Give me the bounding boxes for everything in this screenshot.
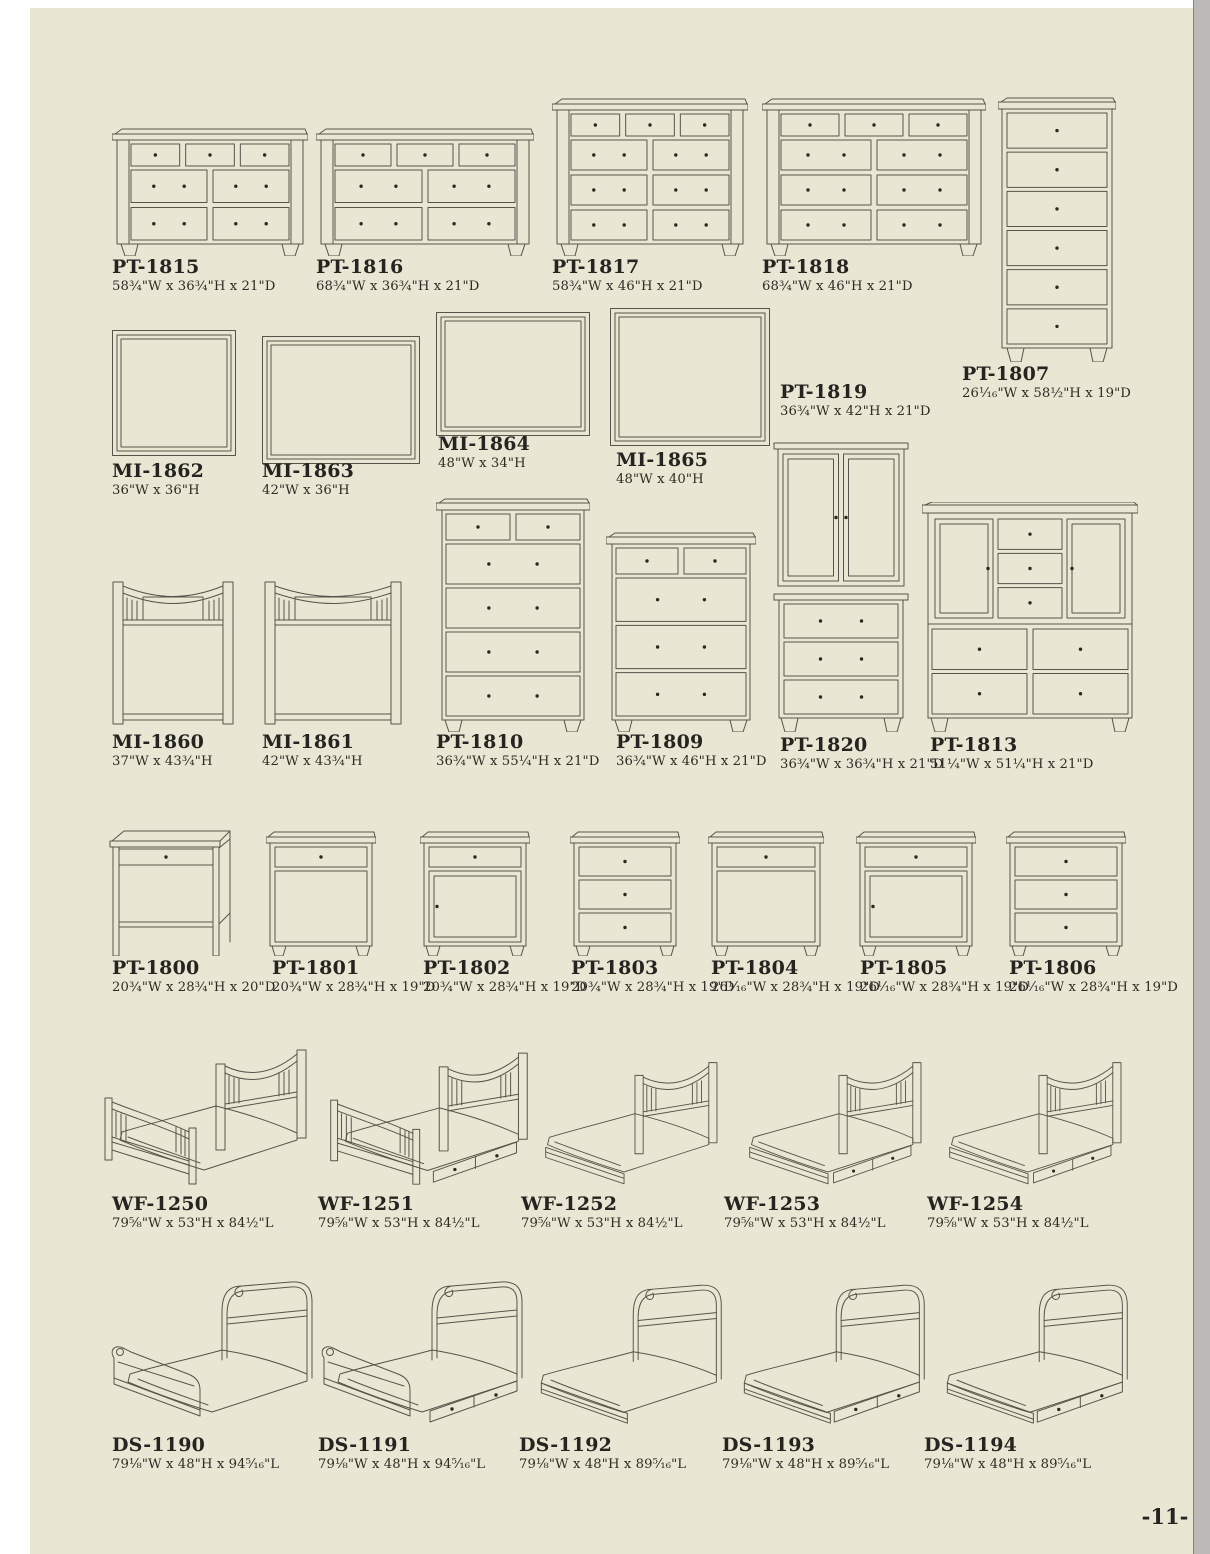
product-model: PT-1807 — [962, 363, 1050, 385]
furniture-drawing-pt-1820 — [772, 440, 910, 732]
product-label-wf-1251 — [318, 1193, 480, 1231]
product-model: WF-1254 — [927, 1193, 1024, 1215]
product-label-mi-1864 — [438, 433, 530, 471]
product-model: MI-1863 — [262, 460, 355, 482]
product-model: WF-1253 — [724, 1193, 821, 1215]
product-model: PT-1809 — [616, 731, 704, 753]
product-model: PT-1802 — [423, 957, 511, 979]
product-label-pt-1820 — [780, 734, 943, 772]
product-label-pt-1813 — [930, 734, 1093, 772]
furniture-drawing-pt-1810 — [436, 498, 590, 732]
furniture-drawing-pt-1805 — [856, 830, 976, 956]
product-model: DS-1193 — [722, 1434, 816, 1456]
product-dims: 20¾"W x 28¾"H x 19"D — [423, 980, 587, 995]
product-dims: 68¾"W x 46"H x 21"D — [762, 279, 913, 294]
product-label-pt-1817 — [552, 256, 703, 294]
product-dims: 36"W x 36"H — [112, 483, 200, 498]
furniture-drawing-pt-1804 — [708, 830, 824, 956]
furniture-drawing-ds-1192 — [512, 1278, 732, 1430]
product-dims: 68¾"W x 36¾"H x 21"D — [316, 279, 480, 294]
product-model: PT-1803 — [571, 957, 659, 979]
product-label-ds-1192 — [519, 1434, 686, 1472]
product-label-pt-1800 — [112, 957, 275, 995]
product-dims: 58¾"W x 46"H x 21"D — [552, 279, 703, 294]
product-dims: 37"W x 43¾"H — [112, 754, 213, 769]
product-model: PT-1804 — [711, 957, 799, 979]
product-label-pt-1809 — [616, 731, 767, 769]
furniture-drawing-ds-1193 — [715, 1278, 935, 1430]
furniture-drawing-pt-1800 — [108, 826, 232, 956]
product-dims: 48"W x 34"H — [438, 456, 526, 471]
product-dims: 79⅛"W x 48"H x 94⁵⁄₁₆"L — [112, 1457, 280, 1472]
product-dims: 20¾"W x 28¾"H x 20"D — [112, 980, 276, 995]
product-dims: 42"W x 43¾"H — [262, 754, 363, 769]
product-model: PT-1817 — [552, 256, 640, 278]
catalog-page — [30, 8, 1194, 1554]
furniture-drawing-pt-1803 — [570, 830, 680, 956]
furniture-drawing-pt-1817 — [552, 96, 748, 256]
product-model: WF-1252 — [521, 1193, 618, 1215]
product-dims: 36¾"W x 46"H x 21"D — [616, 754, 767, 769]
product-dims: 26¹⁄₁₆"W x 58½"H x 19"D — [962, 386, 1131, 401]
product-model: PT-1815 — [112, 256, 200, 278]
product-model: PT-1800 — [112, 957, 200, 979]
product-label-ds-1191 — [318, 1434, 485, 1472]
product-label-pt-1818 — [762, 256, 913, 294]
product-dims: 79⅝"W x 53"H x 84½"L — [927, 1216, 1089, 1231]
furniture-drawing-pt-1816 — [316, 126, 534, 256]
product-dims: 79⅝"W x 53"H x 84½"L — [112, 1216, 274, 1231]
product-label-pt-1803 — [571, 957, 734, 995]
product-dims: 79⅝"W x 53"H x 84½"L — [318, 1216, 480, 1231]
product-label-pt-1801 — [272, 957, 435, 995]
product-label-pt-1806 — [1009, 957, 1178, 995]
product-dims: 79⅝"W x 53"H x 84½"L — [724, 1216, 886, 1231]
product-dims: 36¾"W x 36¾"H x 21"D — [780, 757, 944, 772]
furniture-drawing-ds-1191 — [308, 1278, 533, 1430]
furniture-drawing-pt-1801 — [266, 830, 376, 956]
product-model: PT-1806 — [1009, 957, 1097, 979]
furniture-drawing-mi-1863 — [262, 336, 420, 464]
furniture-drawing-mi-1865 — [610, 308, 770, 446]
product-label-mi-1865 — [616, 449, 708, 487]
page-number: -11- — [1141, 1504, 1189, 1529]
product-label-mi-1862 — [112, 460, 204, 498]
furniture-drawing-pt-1809 — [606, 532, 756, 732]
product-label-wf-1250 — [112, 1193, 274, 1231]
furniture-drawing-wf-1254 — [926, 1040, 1131, 1192]
product-label-ds-1190 — [112, 1434, 279, 1472]
furniture-drawing-wf-1253 — [726, 1040, 931, 1192]
product-dims: 42"W x 36"H — [262, 483, 350, 498]
product-model: PT-1813 — [930, 734, 1018, 756]
product-label-pt-1805 — [860, 957, 1029, 995]
product-label-wf-1254 — [927, 1193, 1089, 1231]
furniture-drawing-ds-1194 — [918, 1278, 1138, 1430]
furniture-drawing-pt-1802 — [420, 830, 530, 956]
product-dims: 26¹⁄₁₆"W x 28¾"H x 19"D — [860, 980, 1029, 995]
product-label-pt-1804 — [711, 957, 880, 995]
product-model: PT-1810 — [436, 731, 524, 753]
product-dims: 20¾"W x 28¾"H x 19"D — [272, 980, 436, 995]
product-model: DS-1190 — [112, 1434, 206, 1456]
product-label-pt-1816 — [316, 256, 479, 294]
product-label-mi-1863 — [262, 460, 354, 498]
product-model: PT-1820 — [780, 734, 868, 756]
furniture-drawing-ds-1190 — [98, 1278, 323, 1430]
furniture-drawing-mi-1861 — [262, 576, 404, 730]
product-dims: 26¹⁄₁₆"W x 28¾"H x 19"D — [711, 980, 880, 995]
product-label-ds-1193 — [722, 1434, 889, 1472]
product-dims: 58¾"W x 36¾"H x 21"D — [112, 279, 276, 294]
product-dims: 79⅛"W x 48"H x 94⁵⁄₁₆"L — [318, 1457, 486, 1472]
product-dims: 36¾"W x 55¼"H x 21"D — [436, 754, 600, 769]
furniture-drawing-mi-1860 — [110, 576, 236, 730]
product-label-ds-1194 — [924, 1434, 1091, 1472]
product-model: DS-1191 — [318, 1434, 412, 1456]
furniture-drawing-wf-1252 — [522, 1040, 727, 1192]
furniture-drawing-mi-1862 — [112, 330, 236, 456]
product-dims: 79⅝"W x 53"H x 84½"L — [521, 1216, 683, 1231]
product-dims: 79⅛"W x 48"H x 89⁵⁄₁₆"L — [722, 1457, 890, 1472]
product-model: MI-1864 — [438, 433, 531, 455]
product-dims: 48"W x 40"H — [616, 472, 704, 487]
product-label-pt-1807 — [962, 363, 1131, 401]
product-model: DS-1192 — [519, 1434, 613, 1456]
product-model: PT-1818 — [762, 256, 850, 278]
product-dims: 79⅛"W x 48"H x 89⁵⁄₁₆"L — [924, 1457, 1092, 1472]
product-label-pt-1802 — [423, 957, 586, 995]
furniture-drawing-pt-1813 — [922, 502, 1138, 732]
product-dims: 79⅛"W x 48"H x 89⁵⁄₁₆"L — [519, 1457, 687, 1472]
furniture-drawing-pt-1807 — [998, 96, 1116, 362]
product-model: WF-1250 — [112, 1193, 209, 1215]
product-label-wf-1252 — [521, 1193, 683, 1231]
product-dims: 51¼"W x 51¼"H x 21"D — [930, 757, 1094, 772]
product-model: WF-1251 — [318, 1193, 415, 1215]
product-label-mi-1860 — [112, 731, 213, 769]
furniture-drawing-wf-1251 — [318, 1040, 538, 1192]
product-label-mi-1861 — [262, 731, 363, 769]
product-label-wf-1253 — [724, 1193, 886, 1231]
furniture-drawing-pt-1815 — [112, 126, 308, 256]
furniture-drawing-mi-1864 — [436, 312, 590, 436]
viewer-right-edge — [1193, 0, 1210, 1554]
product-model: MI-1860 — [112, 731, 205, 753]
product-model: MI-1865 — [616, 449, 709, 471]
product-dims: 36¾"W x 42"H x 21"D — [780, 404, 931, 419]
product-model: PT-1819 — [780, 381, 868, 403]
product-dims: 20¾"W x 28¾"H x 19"D — [571, 980, 735, 995]
product-model: PT-1801 — [272, 957, 360, 979]
product-model: DS-1194 — [924, 1434, 1018, 1456]
product-model: PT-1816 — [316, 256, 404, 278]
product-dims: 26¹⁄₁₆"W x 28¾"H x 19"D — [1009, 980, 1178, 995]
product-model: PT-1805 — [860, 957, 948, 979]
product-model: MI-1862 — [112, 460, 205, 482]
furniture-drawing-pt-1818 — [762, 96, 986, 256]
product-label-pt-1815 — [112, 256, 275, 294]
product-label-pt-1819 — [780, 381, 931, 419]
product-label-pt-1810 — [436, 731, 599, 769]
furniture-drawing-pt-1806 — [1006, 830, 1126, 956]
product-model: MI-1861 — [262, 731, 355, 753]
furniture-drawing-wf-1250 — [92, 1040, 317, 1192]
